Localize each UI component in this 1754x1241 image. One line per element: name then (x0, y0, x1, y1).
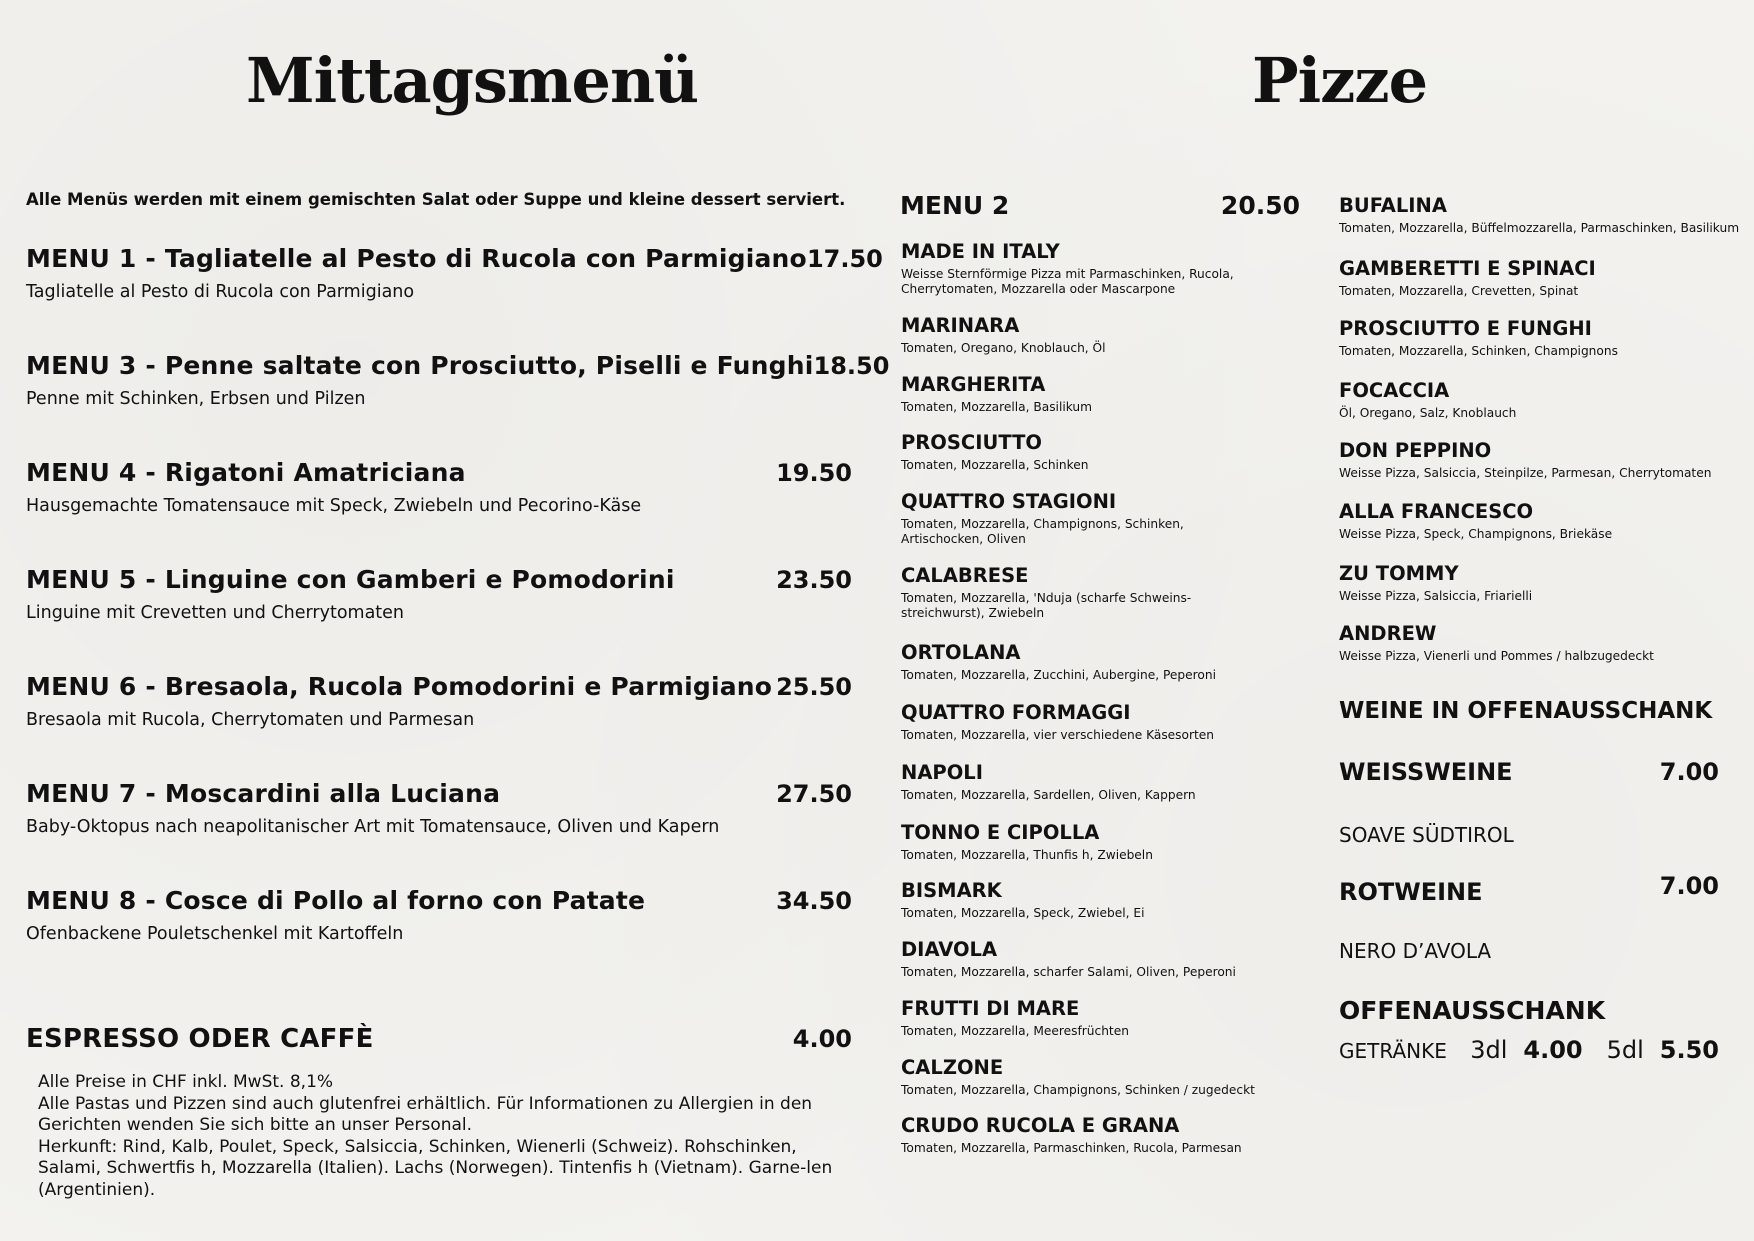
pizza-desc: Tomaten, Mozzarella, scharfer Salami, Oliven, Peperoni (901, 965, 1236, 979)
pizza-item (901, 314, 1261, 356)
menu-price: 23.50 (776, 566, 852, 594)
pizza-item (901, 821, 1261, 863)
pizza-item (1339, 500, 1719, 542)
pizza-item (901, 1056, 1261, 1098)
menu-name: MENU 8 - Cosce di Pollo al forno con Patate (26, 886, 646, 915)
pizza-desc: Öl, Oregano, Salz, Knoblauch (1339, 406, 1517, 420)
lunch-intro: Alle Menüs werden mit einem gemischten Salat oder Suppe und kleine dessert serviert. (26, 190, 846, 209)
pizza-name: CALABRESE (901, 564, 1029, 587)
pizza-name: NAPOLI (901, 761, 983, 784)
red-wine-row (1339, 872, 1719, 906)
pizza-desc: Tomaten, Mozzarella, Schinken, Champignons (1339, 344, 1618, 358)
lunch-menu-item (26, 886, 852, 944)
pizza-item (901, 564, 1261, 621)
lunch-menu-item (26, 458, 852, 516)
menu-price: 18.50 (813, 352, 890, 380)
drinks-label: GETRÄNKE (1339, 1039, 1447, 1063)
pizza-name: DIAVOLA (901, 938, 998, 961)
note-line: Alle Pastas und Pizzen sind auch glutenfrei erhältlich. Für Informationen zu Allergien in den Gerichten wenden Sie sich bitte an unser Personal. (38, 1093, 813, 1135)
pizza-name: MARINARA (901, 314, 1020, 337)
pizza-name: ALLA FRANCESCO (1339, 500, 1534, 523)
pizza-name: TONNO E CIPOLLA (901, 821, 1100, 844)
pizza-name: QUATTRO FORMAGGI (901, 701, 1131, 724)
lunch-menu-item (26, 244, 883, 302)
white-wine-item (1339, 823, 1719, 847)
pizza-item (1339, 439, 1719, 481)
espresso-price: 4.00 (792, 1025, 852, 1053)
size-5dl: 5dl (1606, 1036, 1644, 1064)
pizza-desc: Tomaten, Mozzarella, Basilikum (901, 400, 1092, 414)
pizza-item (901, 997, 1261, 1039)
pizza-name: FOCACCIA (1339, 379, 1450, 402)
open-drinks-heading (1339, 996, 1719, 1025)
pizza-name: GAMBERETTI E SPINACI (1339, 257, 1596, 280)
wine-heading-text: WEINE IN OFFENAUSSCHANK (1339, 698, 1713, 724)
pizza-name: FRUTTI DI MARE (901, 997, 1080, 1020)
open-drinks-row (1339, 1036, 1719, 1064)
pizza-desc: Tomaten, Mozzarella, Crevetten, Spinat (1339, 284, 1579, 298)
pizza-name: BISMARK (901, 879, 1002, 902)
menu-name: MENU 1 - Tagliatelle al Pesto di Rucola con Parmigiano (26, 244, 807, 273)
pizza-desc: Tomaten, Mozzarella, Parmaschinken, Rucola, Parmesan (901, 1141, 1242, 1155)
pizza-desc: Weisse Sternförmige Pizza mit Parmaschinken, Rucola, Cherrytomaten, Mozzarella oder Mascarpone (901, 267, 1234, 296)
menu-price: 27.50 (776, 780, 852, 808)
menu2-price: 20.50 (1220, 191, 1300, 220)
menu-price: 17.50 (806, 245, 883, 273)
lunch-menu-item (26, 672, 852, 730)
pizza-desc: Tomaten, Mozzarella, 'Nduja (scharfe Schweins-streichwurst), Zwiebeln (901, 591, 1192, 620)
pizza-item (901, 761, 1261, 803)
pizza-name: BUFALINA (1339, 194, 1447, 217)
menu-desc: Penne mit Schinken, Erbsen und Pilzen (26, 389, 366, 409)
pizza-name: ORTOLANA (901, 641, 1021, 664)
espresso-item (26, 1024, 852, 1054)
pizza-item (1339, 257, 1719, 299)
wine-heading (1339, 698, 1719, 724)
pizza-item (901, 1114, 1261, 1156)
pizza-item (1339, 379, 1719, 421)
espresso-name: ESPRESSO ODER CAFFÈ (26, 1024, 374, 1054)
open-drinks-heading-text: OFFENAUSSCHANK (1339, 996, 1606, 1025)
menu-price: 34.50 (776, 887, 852, 915)
pizza-item (901, 879, 1261, 921)
pizza-item (901, 431, 1261, 473)
note-line: Herkunft: Rind, Kalb, Poulet, Speck, Salsiccia, Schinken, Wienerli (Schweiz). Rohschinken, Salami, Schwertfis h, Mozzarella (Italien). Lachs (Norwegen). Tintenfis h (Vietnam). Garne-len (Argentinien). (38, 1136, 833, 1200)
pizza-item (1339, 194, 1740, 236)
menu-name: MENU 6 - Bresaola, Rucola Pomodorini e Parmigiano (26, 672, 773, 701)
price-5dl: 5.50 (1659, 1036, 1719, 1064)
pizza-desc: Tomaten, Mozzarella, Schinken (901, 458, 1089, 472)
pizza-name: QUATTRO STAGIONI (901, 490, 1117, 513)
red-wine-price: 7.00 (1659, 872, 1719, 900)
pizza-item (901, 641, 1261, 683)
menu-desc: Hausgemachte Tomatensauce mit Speck, Zwiebeln und Pecorino-Käse (26, 496, 642, 516)
pizza-title: Pizze (1252, 44, 1428, 117)
pizza-item (901, 701, 1261, 743)
pizza-name: CALZONE (901, 1056, 1004, 1079)
pizza-desc: Tomaten, Mozzarella, Champignons, Schinken / zugedeckt (901, 1083, 1255, 1097)
pizza-desc: Tomaten, Mozzarella, Champignons, Schinken, Artischocken, Oliven (901, 517, 1184, 546)
pizza-desc: Tomaten, Mozzarella, Büffelmozzarella, Parmaschinken, Basilikum (1339, 221, 1740, 235)
price-notes (38, 1072, 858, 1201)
red-wine-name: NERO D’AVOLA (1339, 939, 1492, 963)
pizza-desc: Tomaten, Mozzarella, Meeresfrüchten (901, 1024, 1129, 1038)
lunch-menu-item (26, 779, 852, 837)
pizza-item (1339, 317, 1719, 359)
pizza-item (1339, 622, 1719, 664)
pizza-name: CRUDO RUCOLA E GRANA (901, 1114, 1180, 1137)
menu-name: MENU 4 - Rigatoni Amatriciana (26, 458, 466, 487)
red-wine-item (1339, 939, 1719, 963)
white-wine-price: 7.00 (1659, 758, 1719, 786)
menu-desc: Baby-Oktopus nach neapolitanischer Art mit Tomatensauce, Oliven und Kapern (26, 817, 720, 837)
menu-price: 25.50 (776, 673, 852, 701)
size-3dl: 3dl (1470, 1036, 1508, 1064)
note-line: Alle Preise in CHF inkl. MwSt. 8,1% (38, 1072, 334, 1092)
pizza-item (901, 938, 1261, 980)
menu-price: 19.50 (776, 459, 852, 487)
price-3dl: 4.00 (1523, 1036, 1583, 1064)
pizza-desc: Weisse Pizza, Vienerli und Pommes / halbzugedeckt (1339, 649, 1654, 663)
pizza-desc: Tomaten, Mozzarella, Zucchini, Aubergine, Peperoni (901, 668, 1216, 682)
pizza-name: PROSCIUTTO (901, 431, 1042, 454)
menu-desc: Tagliatelle al Pesto di Rucola con Parmigiano (26, 282, 415, 302)
pizza-name: ANDREW (1339, 622, 1437, 645)
lunch-menu-item (26, 351, 890, 409)
pizza-item (901, 490, 1261, 547)
menu-name: MENU 3 - Penne saltate con Prosciutto, Piselli e Funghi (26, 351, 814, 380)
menu-name: MENU 7 - Moscardini alla Luciana (26, 779, 501, 808)
white-wine-label: WEISSWEINE (1339, 758, 1513, 786)
pizza-desc: Weisse Pizza, Salsiccia, Friarielli (1339, 589, 1533, 603)
white-wine-row (1339, 758, 1719, 786)
pizza-desc: Weisse Pizza, Speck, Champignons, Briekäse (1339, 527, 1613, 541)
pizza-name: MADE IN ITALY (901, 240, 1060, 263)
pizza-desc: Tomaten, Mozzarella, vier verschiedene Käsesorten (901, 728, 1214, 742)
menu2-name: MENU 2 (900, 191, 1010, 220)
pizza-desc: Tomaten, Mozzarella, Sardellen, Oliven, Kappern (901, 788, 1196, 802)
pizza-name: ZU TOMMY (1339, 562, 1459, 585)
pizza-name: PROSCIUTTO E FUNGHI (1339, 317, 1592, 340)
pizza-item (901, 240, 1261, 297)
pizza-desc: Tomaten, Mozzarella, Thunfis h, Zwiebeln (901, 848, 1153, 862)
pizza-name: DON PEPPINO (1339, 439, 1492, 462)
red-wine-label: ROTWEINE (1339, 878, 1483, 906)
pizza-desc: Tomaten, Mozzarella, Speck, Zwiebel, Ei (901, 906, 1145, 920)
menu-desc: Bresaola mit Rucola, Cherrytomaten und Parmesan (26, 710, 475, 730)
menu-desc: Linguine mit Crevetten und Cherrytomaten (26, 603, 405, 623)
menu2-header (900, 191, 1300, 220)
white-wine-name: SOAVE SÜDTIROL (1339, 823, 1514, 847)
pizza-item (901, 373, 1261, 415)
lunch-menu-title: Mittagsmenü (246, 44, 699, 117)
lunch-menu-item (26, 565, 852, 623)
pizza-desc: Weisse Pizza, Salsiccia, Steinpilze, Parmesan, Cherrytomaten (1339, 466, 1712, 480)
menu-name: MENU 5 - Linguine con Gamberi e Pomodorini (26, 565, 675, 594)
pizza-item (1339, 562, 1719, 604)
pizza-desc: Tomaten, Oregano, Knoblauch, Öl (901, 341, 1106, 355)
pizza-name: MARGHERITA (901, 373, 1046, 396)
menu-desc: Ofenbackene Pouletschenkel mit Kartoffeln (26, 924, 404, 944)
